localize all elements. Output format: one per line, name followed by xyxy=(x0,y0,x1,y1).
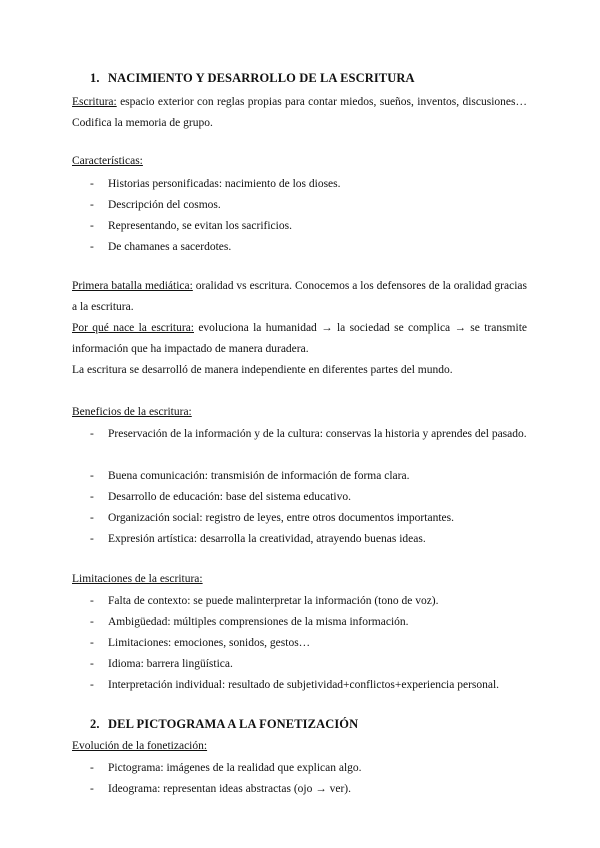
independiente-text: La escritura se desarrolló de manera independiente en diferentes partes del mundo. xyxy=(72,364,453,376)
escritura-label: Escritura: xyxy=(72,96,117,108)
section-number: 1. xyxy=(90,71,100,85)
section-number: 2. xyxy=(90,717,100,731)
porque-text: evoluciona la humanidad → la sociedad se complica → se transmite información que ha impactado de manera duradera. xyxy=(72,322,527,355)
batalla-text: oralidad vs escritura. Conocemos a los defensores de la oralidad gracias a la escritura. xyxy=(72,280,527,313)
escritura-text: espacio exterior con reglas propias para contar miedos, sueños, inventos, discusiones… Codifica la memoria de grupo. xyxy=(72,96,527,129)
batalla-paragraph xyxy=(72,276,527,318)
beneficios-label: Beneficios de la escritura: xyxy=(72,406,192,418)
evolucion-label: Evolución de la fonetización: xyxy=(72,740,208,752)
document-page: 1. NACIMIENTO Y DESARROLLO DE LA ESCRITURA Escritura: espacio exterior con reglas propias para contar miedos, sueños, inventos, discusiones… Codifica la memoria de grupo. Características: - Historias personificadas: nacimiento de los dioses. - Descripción del cosmos. - Representando, se evitan los sacrificios. - De chamanes a sacerdotes. Primera batalla mediática: oralidad vs escritura. Conocemos a los defensores de la oralidad gracias a la escritura. Por qué nace la escritura: evoluciona la humanidad → la sociedad se complica → se transmite información que ha impactado de manera duradera. La escritura se desarrolló de manera independiente en diferentes partes del mundo. Beneficios de la escritura: - Preservación de la información y de la cultura: conservas la historia y aprendes del pasado. - Buena comunicación: transmisión de información de forma clara. - Desarrollo de educación: base del sistema educativo. - Organización social: registro de leyes, entre otros documentos importantes. - Expresión artística: desarrolla la creatividad, atrayendo buenas ideas. Limitaciones de la escritura: - Falta de contexto: se puede malinterpretar la información (tono de voz). - Ambigüedad: múltiples comprensiones de la misma información. - Limitaciones: emociones, sonidos, gestos… - Idioma: barrera lingüística. - Interpretación individual: resultado de subjetividad+conflictos+experiencia personal. 2. DEL PICTOGRAMA A LA FONETIZACIÓN Evolución de la fonetización: - Pictograma: imágenes de la realidad que explican algo. - Ideograma: representan ideas abstractas (ojo → ver). xyxy=(72,71,527,795)
section-2-heading xyxy=(90,717,358,732)
batalla-label: Primera batalla mediática: xyxy=(72,280,193,292)
section-title: NACIMIENTO Y DESARROLLO DE LA ESCRITURA xyxy=(108,71,415,85)
porque-paragraph xyxy=(72,318,527,360)
section-title: DEL PICTOGRAMA A LA FONETIZACIÓN xyxy=(108,717,359,731)
limitaciones-label: Limitaciones de la escritura: xyxy=(72,573,203,585)
porque-label: Por qué nace la escritura: xyxy=(72,322,194,334)
section-1-heading xyxy=(90,71,415,86)
caracteristicas-label: Características: xyxy=(72,155,143,167)
escritura-paragraph xyxy=(72,92,527,134)
